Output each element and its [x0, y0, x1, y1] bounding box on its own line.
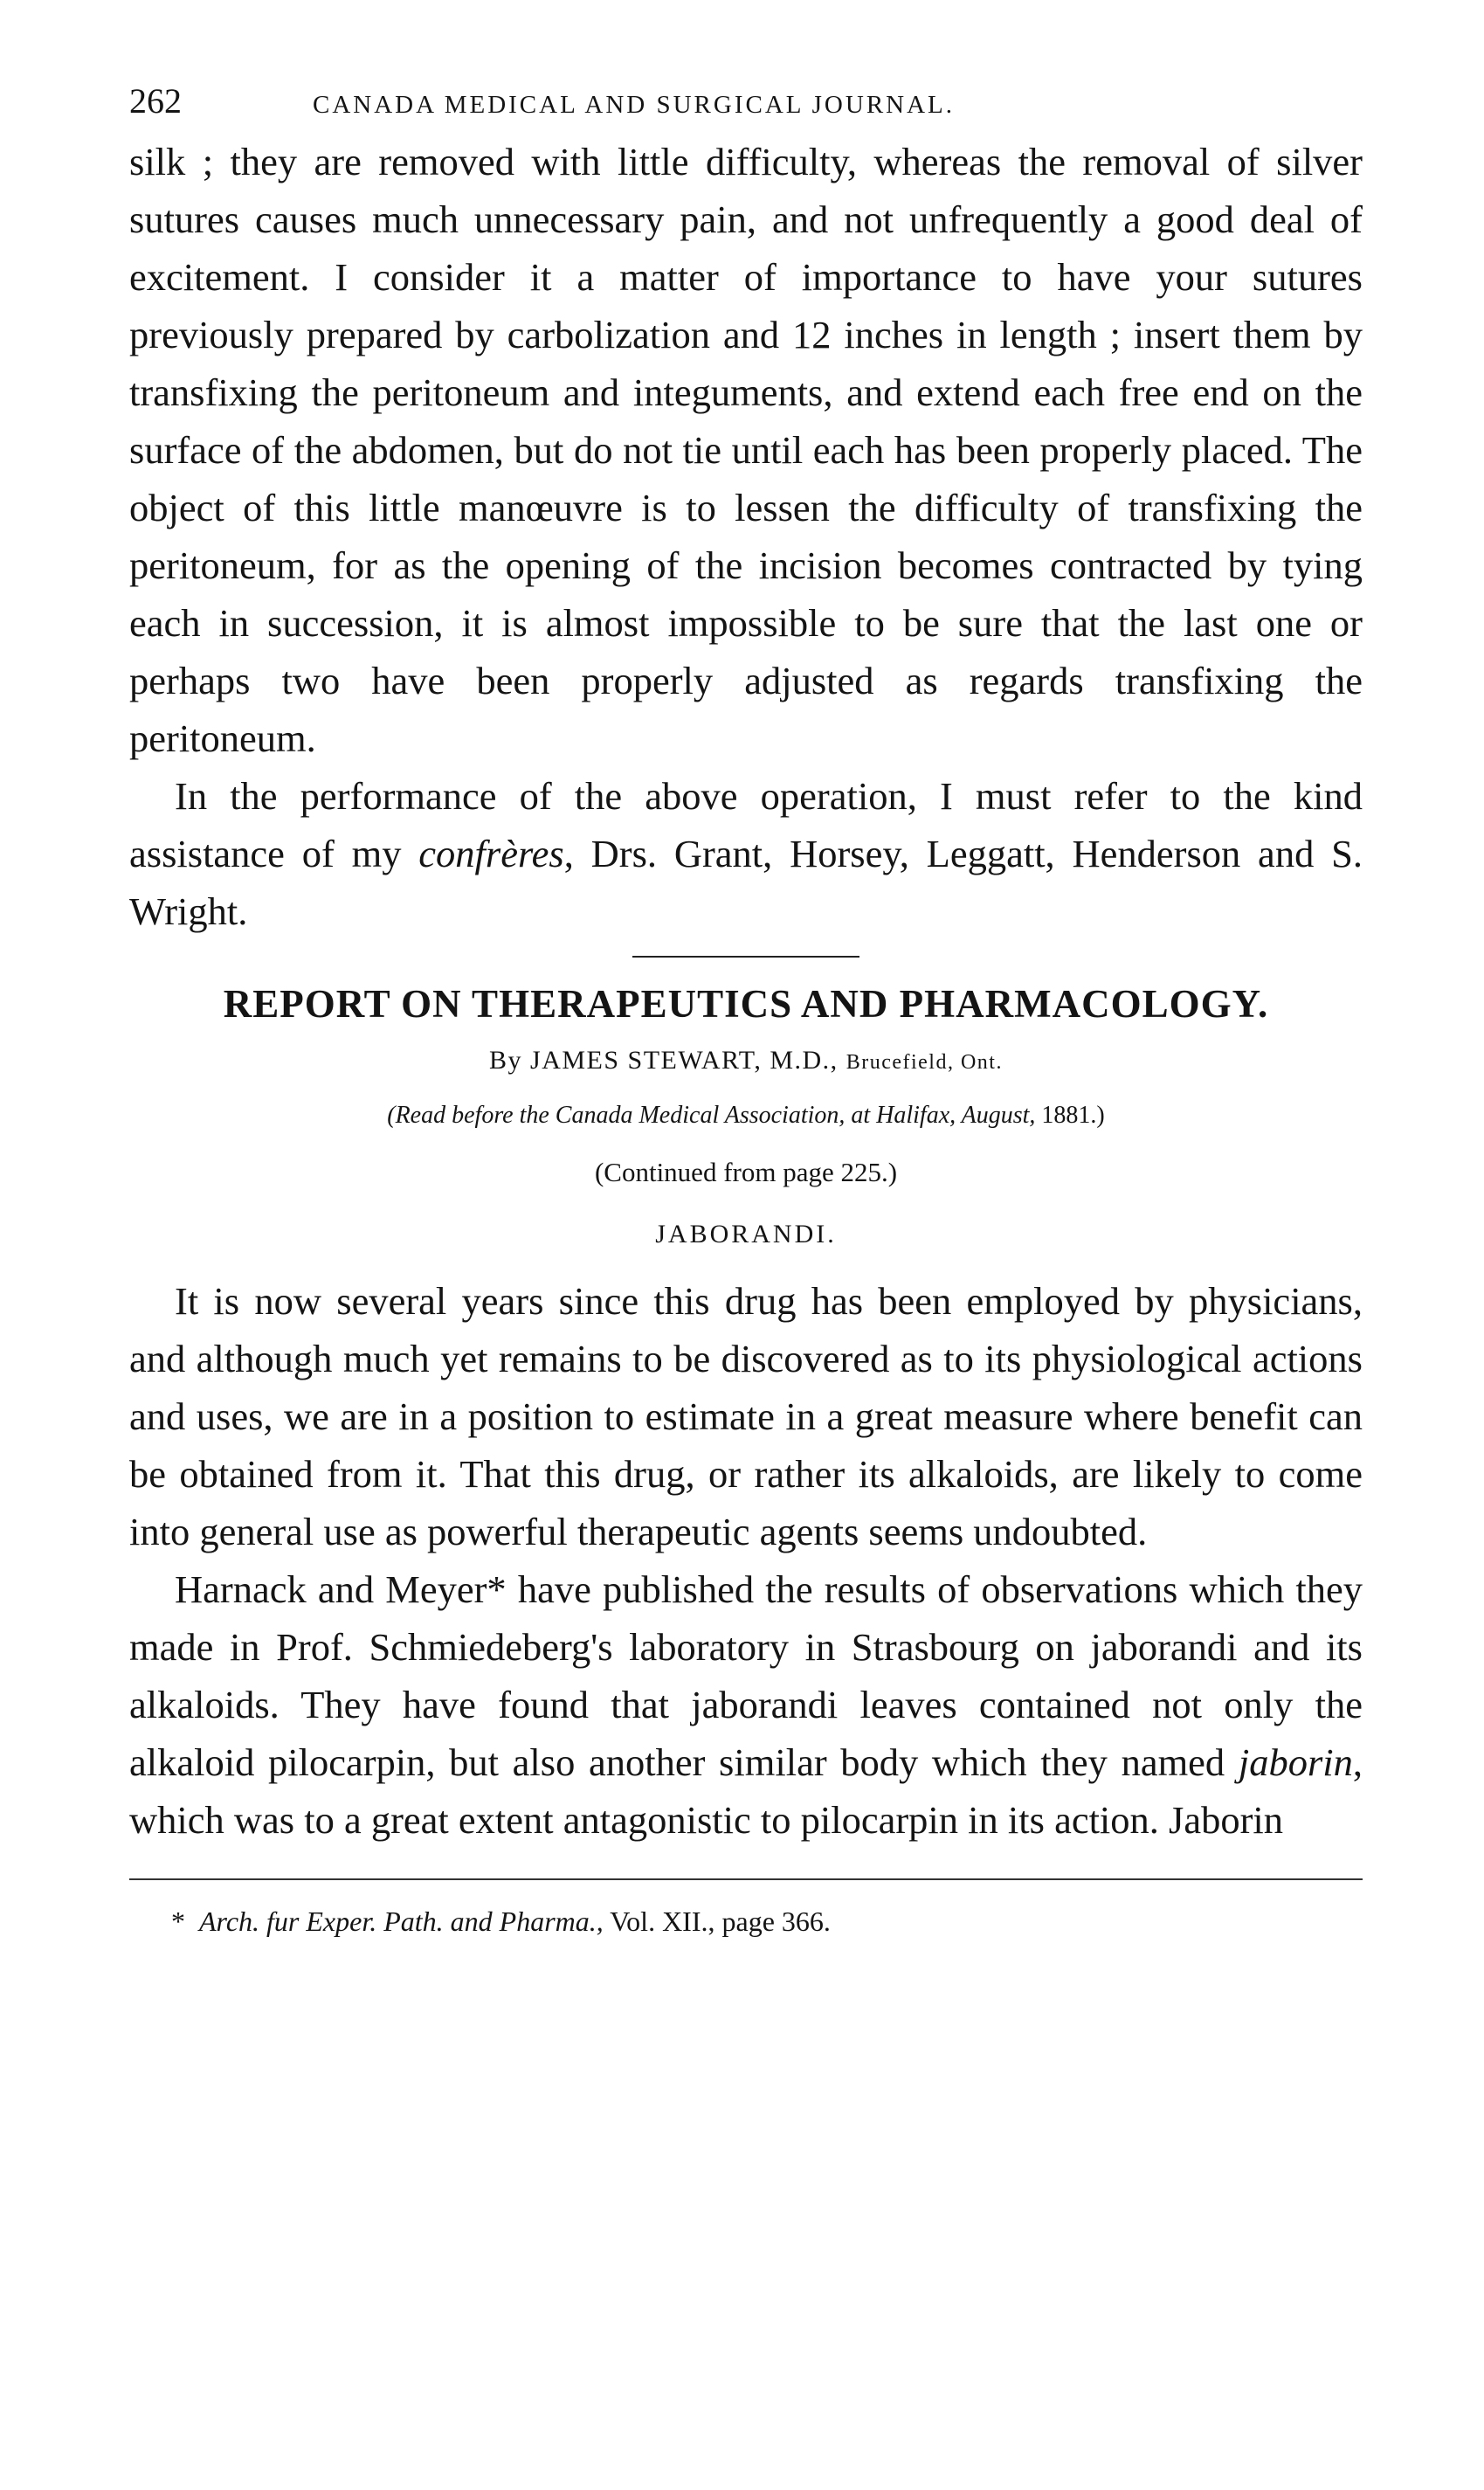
- page-header: [129, 80, 1363, 133]
- read-note-year: 1881.): [1041, 1102, 1105, 1129]
- footnote-source: Arch. fur Exper. Path. and Pharma.,: [199, 1906, 604, 1937]
- footnote: [171, 1899, 1363, 1943]
- running-head: CANADA MEDICAL AND SURGICAL JOURNAL.: [313, 91, 956, 119]
- report-title: REPORT ON THERAPEUTICS AND PHARMACOLOGY.: [223, 982, 1269, 1026]
- jaborin-italic: jaborin: [1238, 1740, 1353, 1784]
- paragraph-harnack-meyer: [129, 1560, 1363, 1849]
- acknowledgment-italic: confrères: [418, 832, 564, 875]
- read-note: [129, 1094, 1363, 1138]
- paragraph-sutures: silk ; they are removed with little difficulty, whereas the removal of silver sutures causes much unnecessary pain, and not unfrequently a good deal of excitement. I consider it a matter of importance to have your sutures previously prepared by carbolization and 12 inches in length ; insert them by transfixing the peritoneum and integuments, and extend each free end on the surface of the abdomen, but do not tie until each has been properly placed. The object of this little manœuvre is to lessen the difficulty of transfixing the peritoneum, for as the opening of the incision becomes contracted by tying each in succession, it is almost impossible to be sure that the last one or perhaps two have been properly adjusted as regards transfixing the peritoneum.: [129, 140, 1363, 760]
- byline-author: JAMES STEWART, M.D.,: [530, 1046, 839, 1075]
- section-heading-jaborandi: JABORANDI.: [655, 1220, 837, 1248]
- paragraph-acknowledgment: [129, 767, 1363, 940]
- byline-place: Brucefield, Ont.: [846, 1051, 1003, 1074]
- byline-prefix: By: [489, 1046, 523, 1075]
- read-note-text: (Read before the Canada Medical Association, at Halifax, August,: [387, 1102, 1036, 1129]
- report-byline: [129, 1036, 1363, 1087]
- footnote-volume: Vol. XII., page 366.: [603, 1906, 831, 1937]
- journal-page: [129, 80, 1363, 1943]
- continued-note: (Continued from page 225.): [594, 1157, 898, 1187]
- acknowledgment-text: In the performance of the above operation, I must refer to the kind assistance of my: [129, 774, 1363, 875]
- footnote-marker: *: [171, 1906, 185, 1937]
- acknowledgment-text-end: , Drs. Grant, Horsey, Leggatt, Henderson and S. Wright.: [129, 832, 1363, 933]
- paragraph-jaborandi-intro: It is now several years since this drug has been employed by physicians, and although much yet remains to be discovered as to its physiological actions and uses, we are in a position to estimate in a great measure where benefit can be obtained from it. That this drug, or rather its alkaloids, are likely to come into general use as powerful therapeutic agents seems undoubted.: [129, 1279, 1363, 1553]
- section-divider: [632, 956, 859, 958]
- footnote-rule: [129, 1878, 1363, 1880]
- harnack-text: Harnack and Meyer* have published the results of observations which they made in Prof. Schmiedeberg's laboratory in Strasbourg on jaborandi and its alkaloids. They have found that jaborandi leaves contained not only the alkaloid pilocarpin, but also another similar body which they named: [129, 1567, 1363, 1784]
- page-number: 262: [129, 81, 182, 121]
- harnack-text-end: , which was to a great extent antagonistic to pilocarpin in its action. Jaborin: [129, 1740, 1363, 1842]
- jaborandi-body: [129, 1272, 1363, 1849]
- article-body: [129, 133, 1363, 940]
